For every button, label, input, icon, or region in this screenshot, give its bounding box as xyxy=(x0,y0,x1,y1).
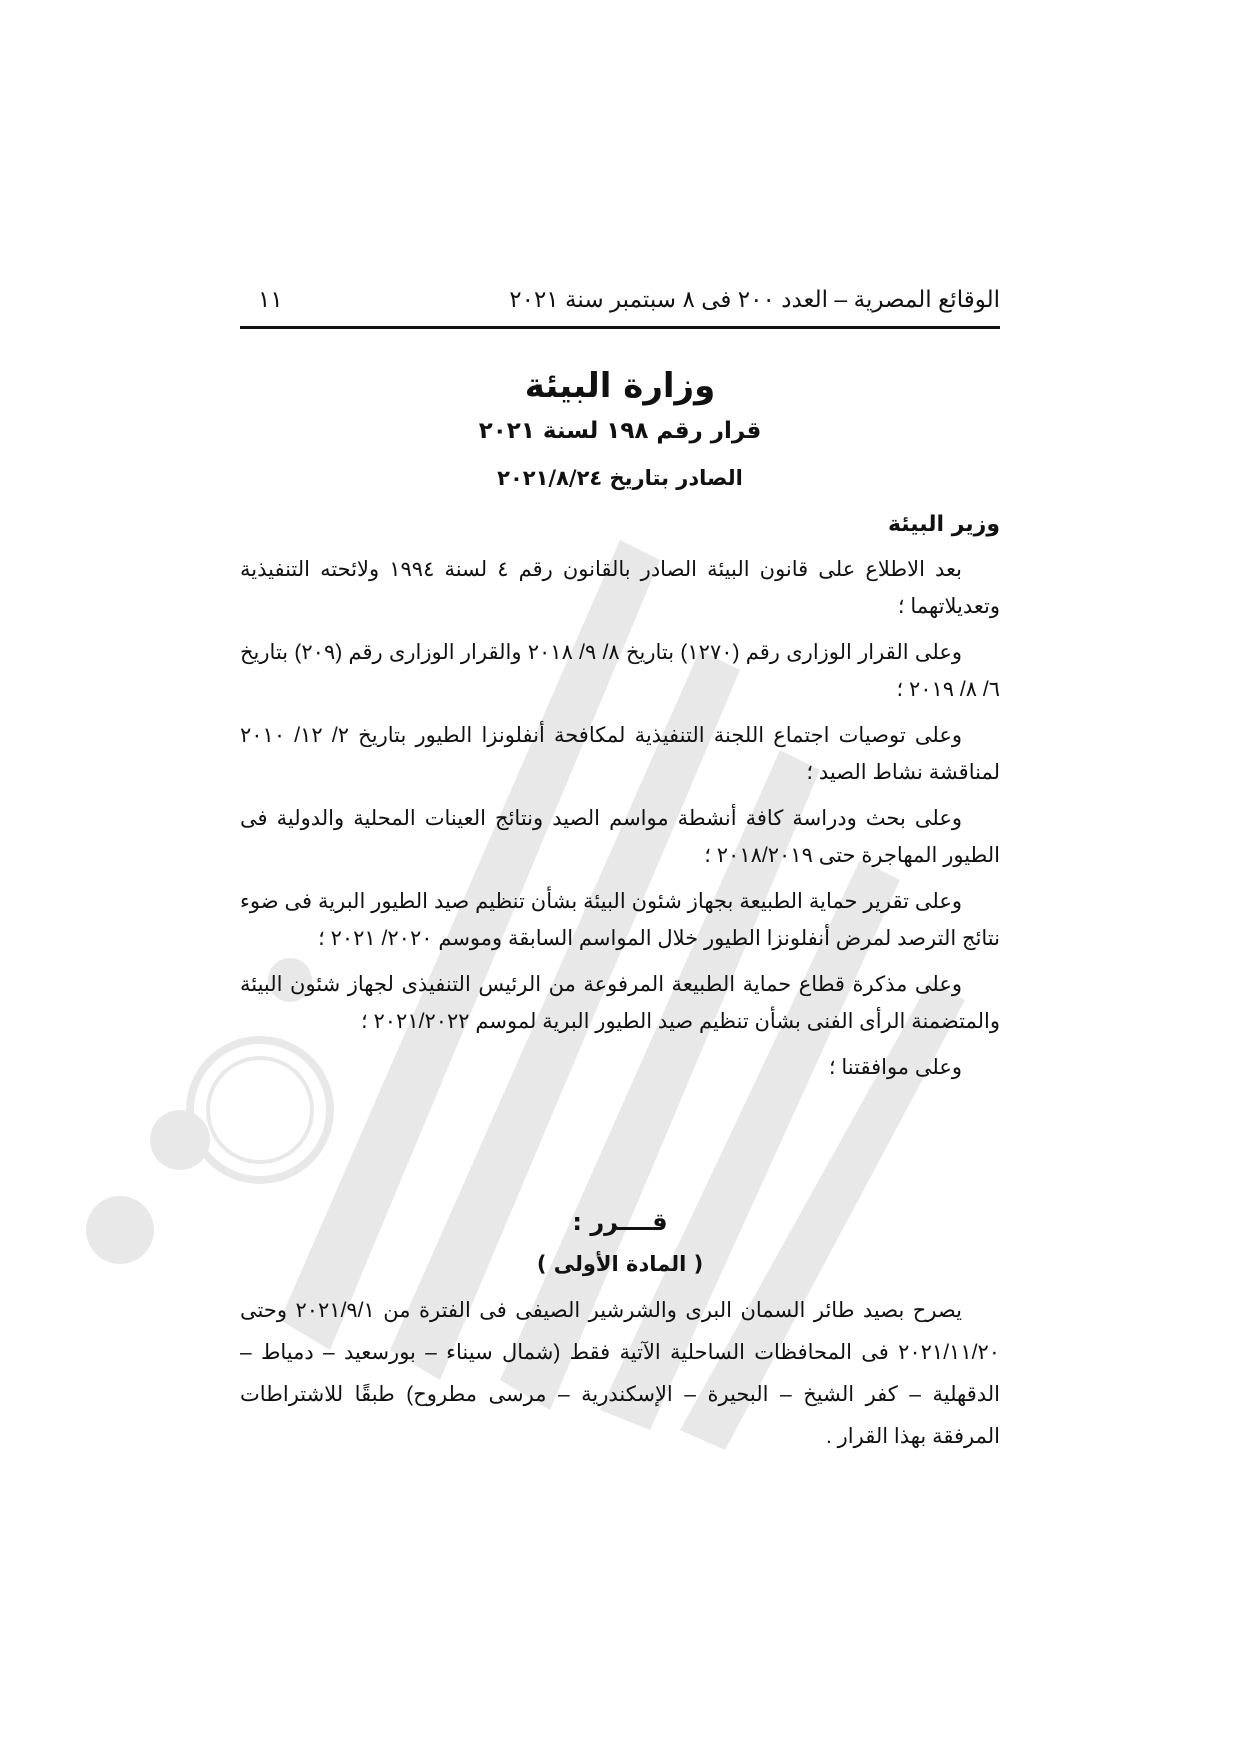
article-body xyxy=(240,1290,1000,1458)
article-paragraph: يصرح بصيد طائر السمان البرى والشرشير الصيفى فى الفترة من ٢٠٢١/٩/١ وحتى ٢٠٢١/١١/٢٠ فى المحافظات الساحلية الآتية فقط (شمال سيناء – بورسعيد – دمياط – الدقهلية – كفر الشيخ – البحيرة – الإسكندرية – مرسى مطروح) طبقًا للاشتراطات المرفقة بهذا القرار . xyxy=(240,1299,1000,1448)
ministry-heading: وزارة البيئة xyxy=(524,366,716,406)
preamble-paragraph: وعلى موافقتنا ؛ xyxy=(828,1056,962,1079)
preamble-paragraph: وعلى توصيات اجتماع اللجنة التنفيذية لمكافحة أنفلونزا الطيور بتاريخ ٢/ ١٢/ ٢٠١٠ لمناقشة نشاط الصيد ؛ xyxy=(240,724,1000,784)
preamble-paragraph: وعلى القرار الوزارى رقم (١٢٧٠) بتاريخ ٨/ ٩/ ٢٠١٨ والقرار الوزارى رقم (٢٠٩) بتاريخ ٦/ ٨/ ٢٠١٩ ؛ xyxy=(240,641,1000,701)
running-header xyxy=(240,286,1000,329)
preamble xyxy=(240,552,1000,1097)
preamble-paragraph: وعلى تقرير حماية الطبيعة بجهاز شئون البيئة بشأن تنظيم صيد الطيور البرية فى ضوء نتائج الترصد لمرض أنفلونزا الطيور خلال المواسم السابقة وموسم ٢٠٢٠/ ٢٠٢١ ؛ xyxy=(240,890,1000,950)
page-number: ١١ xyxy=(258,286,283,312)
preamble-paragraph: وعلى بحث ودراسة كافة أنشطة مواسم الصيد ونتائج العينات المحلية والدولية فى الطيور المهاجرة حتى ٢٠١٨/٢٠١٩ ؛ xyxy=(240,807,1000,867)
minister-title: وزير البيئة xyxy=(887,512,1000,537)
preamble-paragraph: بعد الاطلاع على قانون البيئة الصادر بالقانون رقم ٤ لسنة ١٩٩٤ ولائحته التنفيذية وتعديلاتهما ؛ xyxy=(240,558,1000,618)
decree-number: قرار رقم ١٩٨ لسنة ٢٠٢١ xyxy=(478,418,762,444)
issue-date: الصادر بتاريخ ٢٠٢١/٨/٢٤ xyxy=(497,466,743,490)
gazette-page xyxy=(240,0,1000,1754)
article-title: ( المادة الأولى ) xyxy=(536,1252,704,1276)
gazette-issue-title: الوقائع المصرية – العدد ٢٠٠ فى ٨ سبتمبر سنة ٢٠٢١ xyxy=(509,286,1000,312)
decided-heading: قــــرر : xyxy=(572,1208,668,1236)
preamble-paragraph: وعلى مذكرة قطاع حماية الطبيعة المرفوعة من الرئيس التنفيذى لجهاز شئون البيئة والمتضمنة الرأى الفنى بشأن تنظيم صيد الطيور البرية لموسم ٢٠٢١/٢٠٢٢ ؛ xyxy=(240,973,1000,1033)
